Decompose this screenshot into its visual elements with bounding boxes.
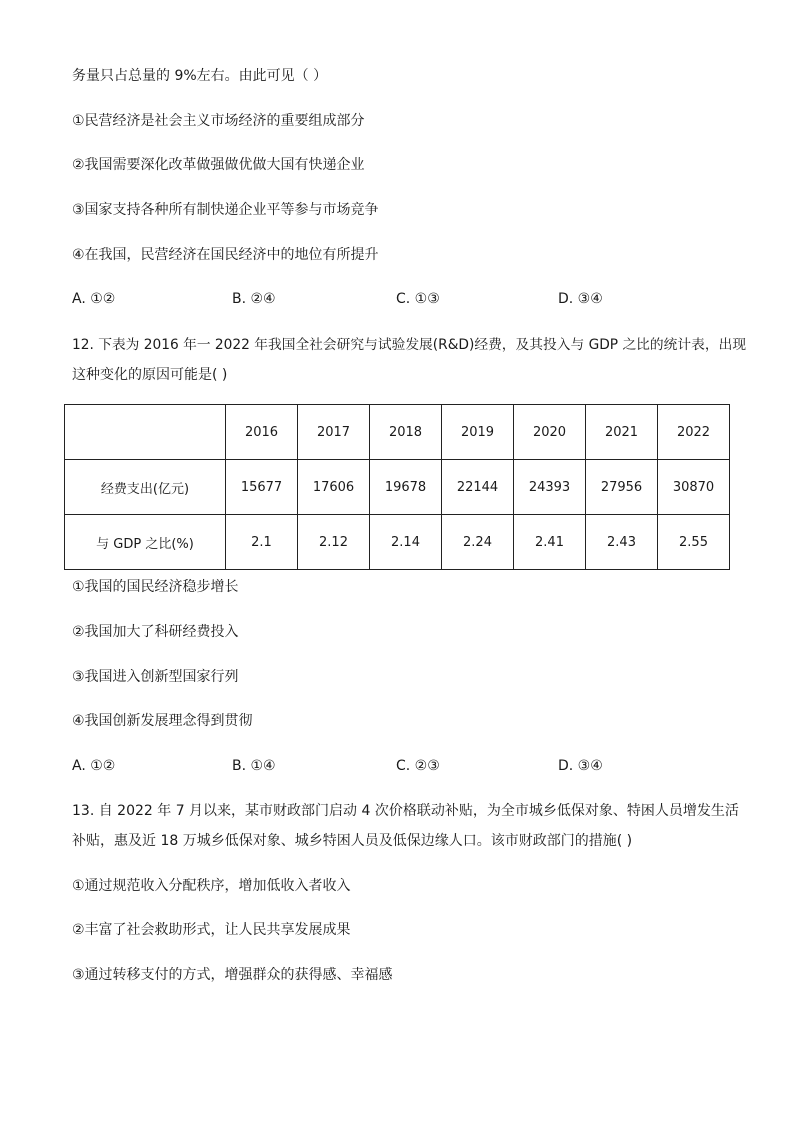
q12-option-a[interactable]: A. ①② [72,758,116,774]
table-row [65,515,730,570]
table-cell: 2.14 [370,515,442,570]
q12-options [72,756,732,776]
q11-option-c[interactable]: C. ①③ [396,291,440,307]
q11-options [72,289,732,309]
table-header-cell: 2021 [586,405,658,460]
table-row-label: 经费支出(亿元) [65,460,226,515]
q12-option-b[interactable]: B. ①④ [232,758,276,774]
q13-statement-3: ③通过转移支付的方式，增强群众的获得感、幸福感 [72,967,393,983]
table-cell: 2.12 [298,515,370,570]
q11-option-a[interactable]: A. ①② [72,291,116,307]
q11-option-b[interactable]: B. ②④ [232,291,276,307]
table-header-cell: 2017 [298,405,370,460]
table-header-cell: 2020 [514,405,586,460]
table-header-cell: 2019 [442,405,514,460]
table-row [65,460,730,515]
table-cell: 2.43 [586,515,658,570]
q11-statement-4: ④在我国，民营经济在国民经济中的地位有所提升 [72,247,379,263]
table-cell: 17606 [298,460,370,515]
table-cell: 27956 [586,460,658,515]
intro-line: 务量只占总量的 9%左右。由此可见（ ） [72,68,328,84]
table-cell: 22144 [442,460,514,515]
table-cell: 2.1 [226,515,298,570]
q12-option-c[interactable]: C. ②③ [396,758,440,774]
q12-stem-line-2: 这种变化的原因可能是( ) [72,367,228,383]
q11-statement-1: ①民营经济是社会主义市场经济的重要组成部分 [72,113,365,129]
q13-stem-line-2: 补贴，惠及近 18 万城乡低保对象、城乡特困人员及低保边缘人口。该市财政部门的措施( ) [72,833,633,849]
table-cell: 19678 [370,460,442,515]
q13-statement-1: ①通过规范收入分配秩序，增加低收入者收入 [72,878,351,894]
table-header-cell [65,405,226,460]
table-header-cell: 2018 [370,405,442,460]
table-header-cell: 2022 [658,405,730,460]
rd-stats-table [64,404,730,570]
table-cell: 2.41 [514,515,586,570]
table-header-row [65,405,730,460]
q13-statement-2: ②丰富了社会救助形式，让人民共享发展成果 [72,922,351,938]
table-cell: 24393 [514,460,586,515]
table-cell: 2.24 [442,515,514,570]
q12-statement-2: ②我国加大了科研经费投入 [72,624,239,640]
table-header-cell: 2016 [226,405,298,460]
q12-statement-1: ①我国的国民经济稳步增长 [72,579,239,595]
q12-statement-4: ④我国创新发展理念得到贯彻 [72,713,253,729]
q12-option-d[interactable]: D. ③④ [558,758,603,774]
q13-stem-line-1: 13. 自 2022 年 7 月以来，某市财政部门启动 4 次价格联动补贴，为全市城乡低保对象、特困人员增发生活 [72,803,739,819]
q12-statement-3: ③我国进入创新型国家行列 [72,669,239,685]
q11-statement-3: ③国家支持各种所有制快递企业平等参与市场竞争 [72,202,379,218]
table-cell: 30870 [658,460,730,515]
q12-stem-line-1: 12. 下表为 2016 年一 2022 年我国全社会研究与试验发展(R&D)经费，及其投入与 GDP 之比的统计表，出现 [72,337,747,353]
table-row-label: 与 GDP 之比(%) [65,515,226,570]
q11-statement-2: ②我国需要深化改革做强做优做大国有快递企业 [72,157,365,173]
table-cell: 15677 [226,460,298,515]
table-cell: 2.55 [658,515,730,570]
q11-option-d[interactable]: D. ③④ [558,291,603,307]
